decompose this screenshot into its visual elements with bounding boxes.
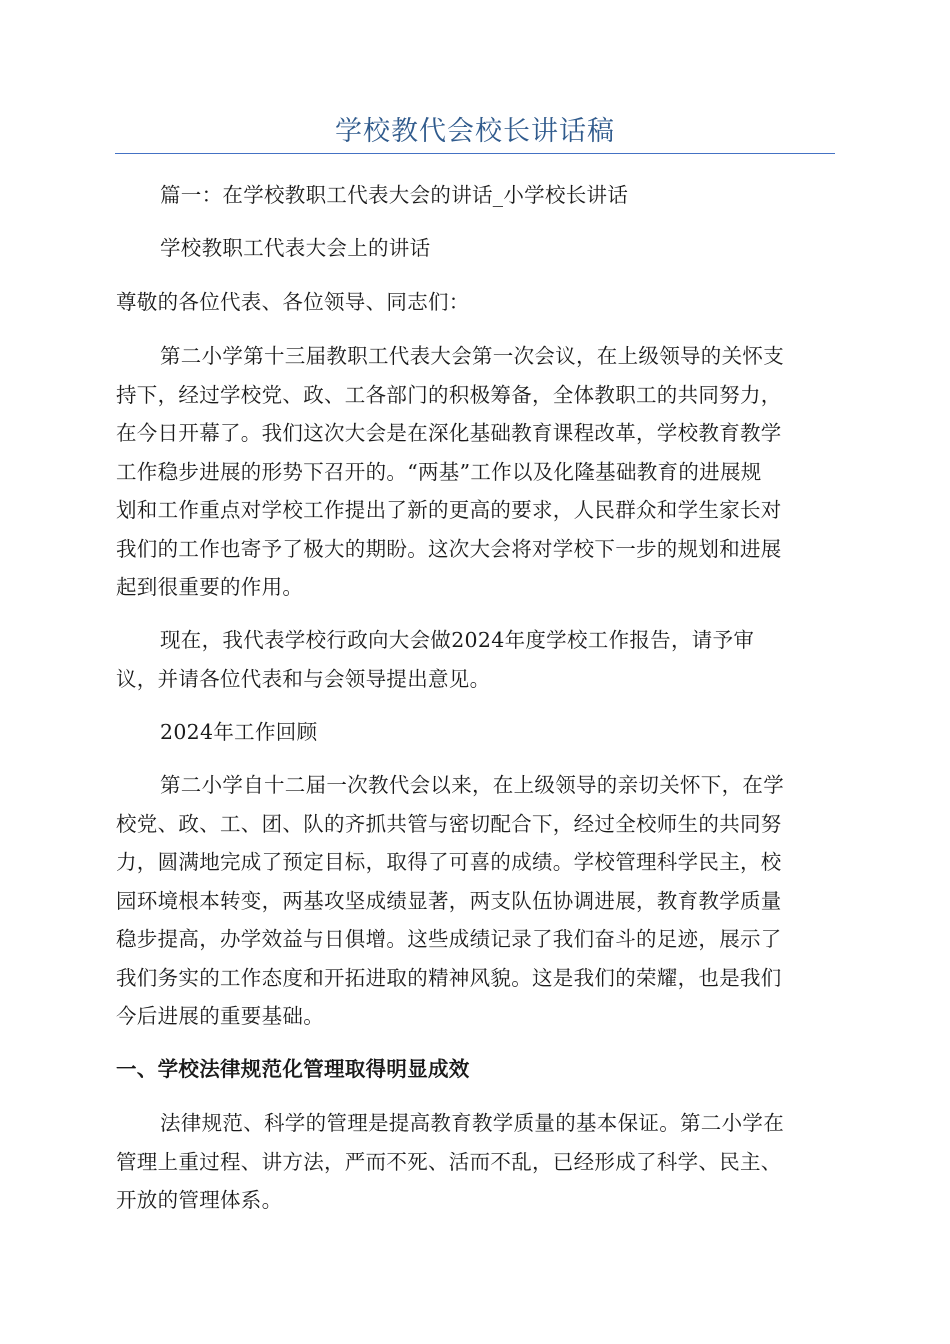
paragraph-management (116, 1104, 834, 1220)
paragraph-line: 开放的管理体系。 (116, 1188, 283, 1212)
paragraph-line: 法律规范、科学的管理是提高教育教学质量的基本保证。第二小学在 (160, 1111, 784, 1135)
title-underline (115, 153, 835, 154)
paragraph-line: 校党、政、工、团、队的齐抓共管与密切配合下，经过全校师生的共同努 (116, 811, 782, 836)
paragraph-line: 起到很重要的作用。 (116, 575, 304, 599)
section-heading: 一、学校法律规范化管理取得明显成效 (116, 1057, 470, 1081)
speech-title: 学校教职工代表大会上的讲话 (160, 236, 431, 260)
paragraph-line: 持下，经过学校党、政、工各部门的积极筹备，全体教职工的共同努力， (116, 382, 782, 407)
article-subtitle: 篇一：在学校教职工代表大会的讲话_小学校长讲话 (160, 183, 629, 207)
paragraph-line: 我们的工作也寄予了极大的期盼。这次大会将对学校下一步的规划和进展 (116, 536, 782, 561)
paragraph-report (116, 621, 834, 698)
paragraph-opening (116, 337, 834, 607)
paragraph-review (116, 766, 834, 1036)
paragraph-line: 稳步提高，办学效益与日俱增。这些成绩记录了我们奋斗的足迹，展示了 (116, 927, 782, 951)
paragraph-line: 划和工作重点对学校工作提出了新的更高的要求，人民群众和学生家长对 (116, 498, 782, 522)
review-heading: 2024年工作回顾 (160, 720, 318, 744)
paragraph-line: 今后进展的重要基础。 (116, 1004, 324, 1028)
paragraph-line: 议，并请各位代表和与会领导提出意见。 (116, 666, 491, 691)
paragraph-line: 我们务实的工作态度和开拓进取的精神风貌。这是我们的荣耀，也是我们 (116, 965, 782, 990)
paragraph-line: 现在，我代表学校行政向大会做2024年度学校工作报告，请予审 (160, 628, 755, 652)
paragraph-line: 第二小学第十三届教职工代表大会第一次会议，在上级领导的关怀支 (160, 344, 784, 368)
paragraph-line: 在今日开幕了。我们这次大会是在深化基础教育课程改革，学校教育教学 (116, 421, 782, 445)
paragraph-line: 园环境根本转变，两基攻坚成绩显著，两支队伍协调进展，教育教学质量 (116, 888, 782, 913)
document-title: 学校教代会校长讲话稿 (335, 116, 615, 147)
paragraph-line: 工作稳步进展的形势下召开的。“两基”工作以及化隆基础教育的进展规 (116, 459, 762, 484)
salutation: 尊敬的各位代表、各位领导、同志们： (116, 290, 470, 314)
paragraph-line: 第二小学自十二届一次教代会以来，在上级领导的亲切关怀下，在学 (160, 773, 784, 797)
paragraph-line: 力，圆满地完成了预定目标，取得了可喜的成绩。学校管理科学民主，校 (116, 850, 782, 874)
paragraph-line: 管理上重过程、讲方法，严而不死、活而不乱，已经形成了科学、民主、 (116, 1149, 782, 1174)
